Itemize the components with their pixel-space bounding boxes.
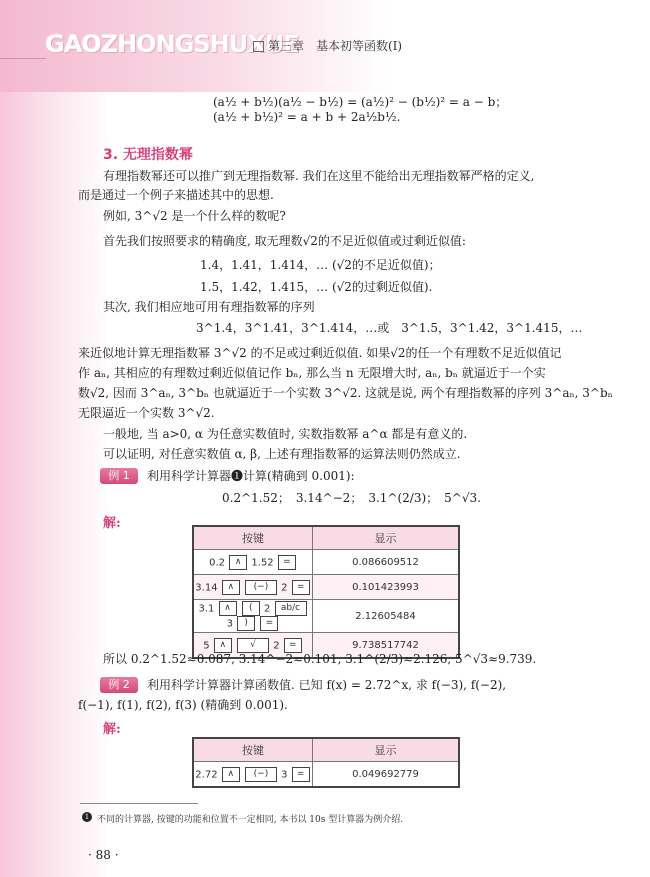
- key-text: 2: [263, 603, 271, 615]
- key-text: 5: [203, 640, 210, 651]
- key-text: 3.14: [195, 582, 218, 593]
- header-rule: [0, 58, 46, 59]
- caret-key: ∧: [222, 767, 240, 782]
- equals-key: =: [284, 638, 302, 653]
- keys-cell: [193, 575, 313, 600]
- display-cell: 2.12605484: [313, 600, 460, 633]
- table-row: [193, 575, 459, 600]
- equals-key: =: [292, 767, 310, 782]
- paragraph-10: 可以证明, 对任意实数值 α, β, 上述有理指数幂的运算法则仍然成立.: [103, 447, 461, 461]
- equation-line-1: (a½ + b½)(a½ − b½) = (a½)² − (b½)² = a − b；: [213, 95, 508, 109]
- display-cell: 0.086609512: [313, 550, 460, 575]
- key-text: 2.72: [195, 769, 218, 780]
- keys-cell: [193, 762, 313, 788]
- paragraph-4: 其次, 我们相应地可用有理指数幂的序列: [103, 300, 315, 314]
- example-1-table: [192, 525, 460, 659]
- equation-line-2: (a½ + b½)² = a + b + 2a½b½.: [213, 110, 401, 124]
- paragraph-7: 数√2, 因而 3^aₙ, 3^bₙ 也就逼近于一个实数 3^√2. 这就是说, 两个有理指数幂的序列 3^aₙ, 3^bₙ: [78, 386, 613, 400]
- key-text: 3.1: [198, 603, 215, 615]
- footnote-marker: 1: [82, 812, 92, 822]
- display-cell: 9.738517742: [313, 633, 460, 659]
- table-row: [193, 600, 459, 633]
- section-title: 3. 无理指数幂: [103, 147, 193, 163]
- sequence-lower: 1.4，1.41，1.414，… (√2的不足近似值)；: [200, 258, 441, 272]
- paragraph-9: 一般地, 当 a>0, α 为任意实数值时, 实数指数幂 a^α 都是有意义的.: [103, 427, 468, 441]
- fraction-key: ab/c: [275, 601, 307, 616]
- paragraph-3: 首先我们按照要求的精确度, 取无理数√2的不足近似值或过剩近似值:: [103, 234, 466, 248]
- example-1-badge: 例 1: [100, 468, 138, 484]
- example-2-text: 利用科学计算器计算函数值. 已知 f(x) = 2.72^x, 求 f(−3), f(−2),: [147, 678, 507, 692]
- close-paren-key: ): [237, 616, 255, 631]
- caret-key: ∧: [222, 580, 240, 595]
- key-text: 3: [281, 769, 288, 780]
- keys-cell: [193, 550, 313, 575]
- negative-key: (−): [245, 580, 277, 595]
- table-row: [193, 762, 459, 788]
- negative-key: (−): [245, 767, 277, 782]
- example-1-text: 利用科学计算器❶计算(精确到 0.001):: [147, 469, 355, 483]
- paragraph-6: 作 aₙ, 其相应的有理数过剩近似值记作 bₙ, 那么当 n 无限增大时, aₙ, bₙ 就逼近于一个实: [78, 366, 546, 380]
- example-1-result: 所以 0.2^1.52≈0.087, 3.14^−2≈0.101, 3.1^(2/3)≈2.126, 5^√3≈9.739.: [103, 652, 537, 666]
- table-row: [193, 550, 459, 575]
- table-header-keys: 按键: [193, 738, 313, 762]
- caret-key: ∧: [229, 555, 247, 570]
- key-text: 1.52: [251, 557, 274, 568]
- table-header-keys: 按键: [193, 526, 313, 550]
- equals-key: =: [292, 580, 310, 595]
- paragraph-5: 来近似地计算无理指数幂 3^√2 的不足或过剩近似值. 如果√2的任一个有理数不足近似值记: [78, 346, 562, 360]
- header-logo: GAOZHONGSHUXUE: [45, 30, 299, 58]
- footnote-text: 不同的计算器, 按键的功能和位置不一定相同, 本书以 10s 型计算器为例介绍.: [97, 815, 404, 825]
- key-text: 3: [226, 618, 233, 630]
- key-text: 2: [273, 640, 280, 651]
- table-header-display: 显示: [313, 738, 460, 762]
- paragraph-1: 有理指数幂还可以推广到无理指数幂. 我们在这里不能给出无理指数幂严格的定义,: [103, 169, 535, 183]
- table-header-display: 显示: [313, 526, 460, 550]
- paragraph-2: 例如, 3^√2 是一个什么样的数呢?: [103, 209, 286, 223]
- chapter-title: 第三章 基本初等函数(Ⅰ): [268, 39, 403, 53]
- sequence-upper: 1.5，1.42，1.415，… (√2的过剩近似值).: [200, 280, 433, 294]
- example-2-badge: 例 2: [100, 677, 138, 693]
- display-cell: 0.049692779: [313, 762, 460, 788]
- key-text: 2: [281, 582, 288, 593]
- display-cell: 0.101423993: [313, 575, 460, 600]
- caret-key: ∧: [219, 601, 237, 616]
- key-text: 0.2: [209, 557, 226, 568]
- example-2-table: [192, 737, 460, 788]
- paragraph-8: 无限逼近一个实数 3^√2.: [78, 406, 215, 420]
- example-1-solution-label: 解:: [103, 516, 121, 531]
- footnote-rule: [80, 803, 198, 804]
- side-gradient: [0, 0, 110, 877]
- sequence-powers: 3^1.4，3^1.41，3^1.414，…或 3^1.5，3^1.42，3^1.415，…: [196, 321, 583, 335]
- open-paren-key: (: [242, 601, 260, 616]
- caret-key: ∧: [214, 638, 232, 653]
- example-2-text-2: f(−1), f(1), f(2), f(3) (精确到 0.001).: [78, 698, 288, 712]
- sqrt-key: √: [237, 638, 269, 653]
- page-number: · 88 ·: [88, 848, 119, 862]
- paragraph-1b: 而是通过一个例子来描述其中的思想.: [78, 188, 274, 202]
- example-1-expressions: 0.2^1.52； 3.14^−2； 3.1^(2/3)； 5^√3.: [222, 491, 481, 505]
- example-2-solution-label: 解:: [103, 722, 121, 737]
- equals-key: =: [260, 616, 278, 631]
- chapter-square-icon: [253, 41, 264, 52]
- equals-key: =: [278, 555, 296, 570]
- keys-cell: [193, 600, 313, 633]
